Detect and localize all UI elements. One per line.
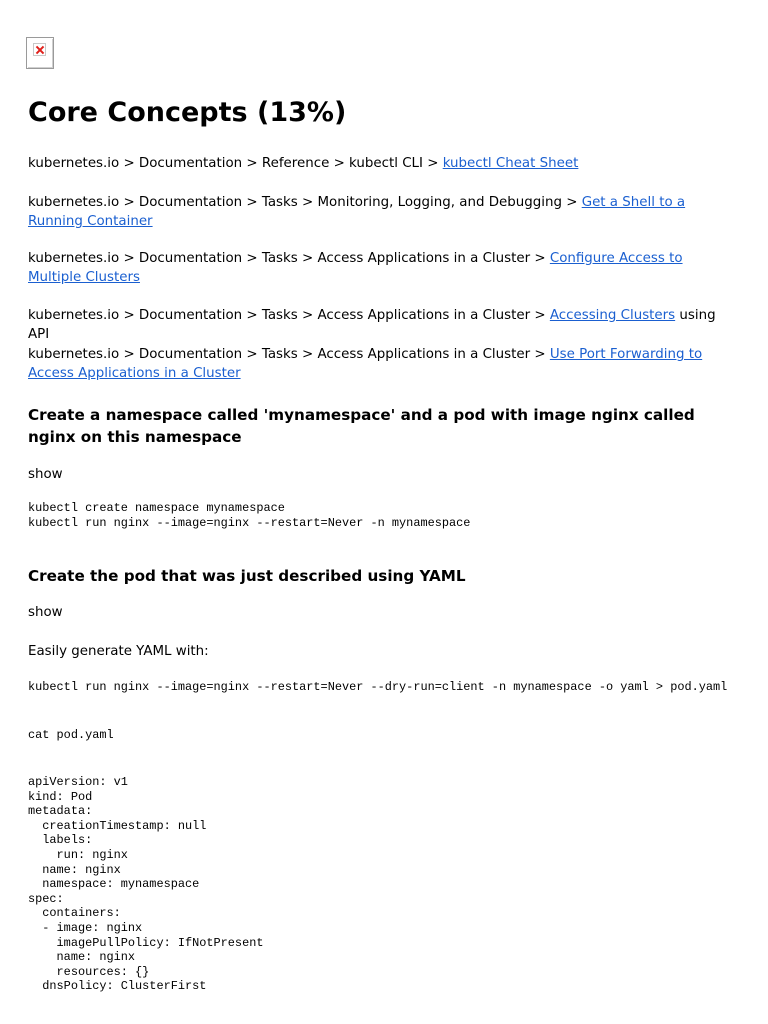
code-block: cat pod.yaml [28,728,114,742]
link-configure-access[interactable]: Configure Access to Multiple Clusters [28,251,683,285]
breadcrumb-path: kubernetes.io > Documentation > Tasks > Access Applications in a Cluster > [28,251,550,266]
yaml-code-block: apiVersion: v1 kind: Pod metadata: creationTimestamp: null labels: run: nginx name: nginx namespace: mynamespace spec: containers: - image: nginx imagePullPolicy: IfNotPresent name: nginx resources: {} dnsPolicy: ClusterFirst [28,775,264,994]
code-block: kubectl create namespace mynamespace kubectl run nginx --image=nginx --restart=Never -n mynamespace [28,501,471,530]
code-block: kubectl run nginx --image=nginx --restart=Never --dry-run=client -n mynamespace -o yaml > pod.yaml [28,680,728,694]
page-title: Core Concepts (13%) [28,97,347,128]
broken-image-icon [26,37,54,69]
link-accessing-clusters[interactable]: Accessing Clusters [549,308,676,323]
question-heading: Create a namespace called 'mynamespace' and a pod with image nginx called nginx on this namespace [28,406,695,446]
breadcrumb-path: kubernetes.io > Documentation > Tasks > Access Applications in a Cluster > [28,308,550,323]
show-toggle[interactable]: show [28,605,63,620]
breadcrumb [28,346,718,383]
breadcrumb-path: kubernetes.io > Documentation > Tasks > Access Applications in a Cluster > [28,347,550,362]
link-kubectl-cheat-sheet[interactable]: kubectl Cheat Sheet [442,156,579,171]
link-get-a-shell[interactable]: Get a Shell to a Running Container [28,195,686,229]
breadcrumb-suffix: using API [28,308,716,342]
breadcrumb [28,250,718,287]
breadcrumb [28,194,718,231]
question-heading: Create the pod that was just described using YAML [28,567,466,585]
breadcrumb-path: kubernetes.io > Documentation > Tasks > Monitoring, Logging, and Debugging > [28,195,582,210]
breadcrumb [28,155,718,174]
broken-image-x-icon [33,43,46,56]
breadcrumb [28,307,718,344]
show-toggle[interactable]: show [28,467,63,482]
breadcrumb-path: kubernetes.io > Documentation > Reference > kubectl CLI > [28,156,443,171]
link-port-forwarding[interactable]: Use Port Forwarding to Access Applications in a Cluster [28,347,703,381]
paragraph: Easily generate YAML with: [28,644,209,659]
